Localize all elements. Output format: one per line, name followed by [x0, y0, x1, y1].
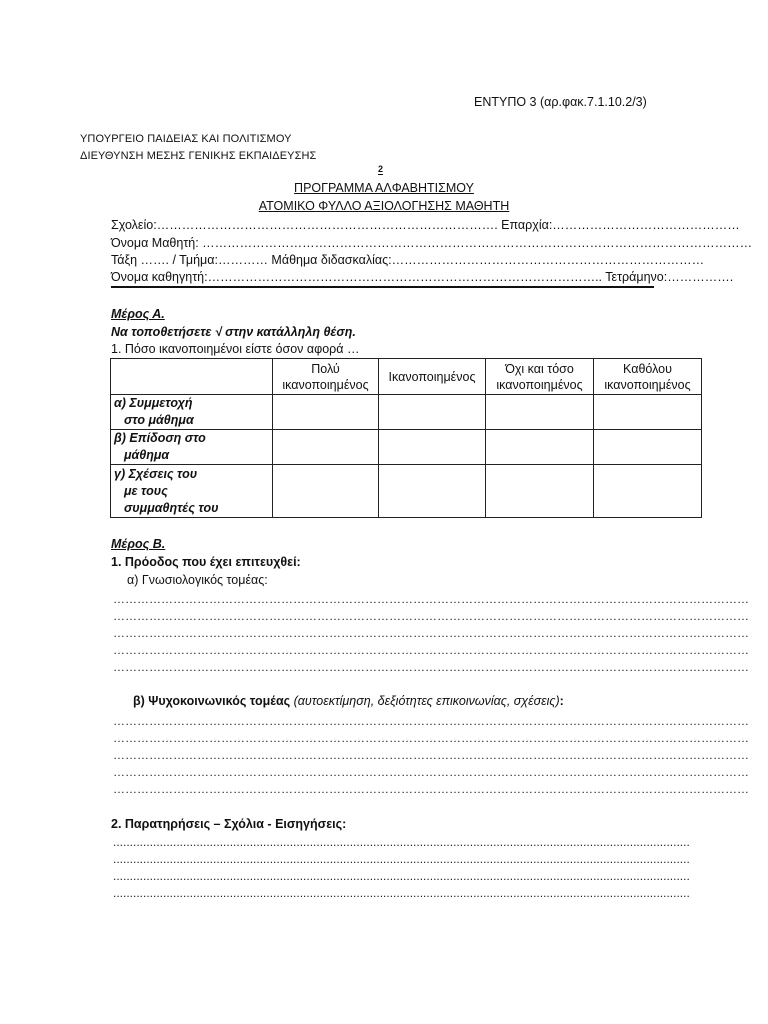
checkbox-cell[interactable] [273, 465, 379, 518]
table-header-row [111, 359, 702, 395]
checkbox-cell[interactable] [379, 430, 486, 465]
part-a-instruction: Να τοποθετήσετε √ στην κατάλληλη θέση. [111, 325, 356, 339]
checkbox-cell[interactable] [273, 430, 379, 465]
dotted-answer-line[interactable]: …………………………………………………………………………………………………………………………………………… [113, 714, 749, 728]
dotted-answer-line[interactable]: …………………………………………………………………………………………………………………………………………… [113, 626, 749, 640]
teacher-name-field: Όνομα καθηγητή:………………………………………………………………………………….. Τετράμηνο:……………. [111, 270, 734, 284]
col-not-at-all-satisfied: Καθόλου ικανοποιημένος [594, 359, 702, 395]
row-performance-label: β) Επίδοση στο μάθημα [111, 430, 273, 465]
part-a-title: Μέρος Α. [111, 307, 165, 321]
row-relations-label: γ) Σχέσεις του με τους συμμαθητές του [111, 465, 273, 518]
part-a-question: 1. Πόσο ικανοποιημένοι είστε όσον αφορά … [111, 342, 360, 356]
row-participation-label: α) Συμμετοχή στο μάθημα [111, 395, 273, 430]
progress-heading: 1. Πρόοδος που έχει επιτευχθεί: [111, 555, 301, 569]
dotted-answer-line[interactable]: ............................................................................................................................................................................. [113, 852, 690, 866]
dotted-answer-line[interactable]: ............................................................................................................................................................................. [113, 835, 690, 849]
program-title: ΠΡΟΓΡΑΜΜΑ ΑΛΦΑΒΗΤΙΣΜΟΥ [294, 181, 474, 195]
dotted-answer-line[interactable]: …………………………………………………………………………………………………………………………………………… [113, 592, 749, 606]
checkbox-cell[interactable] [594, 465, 702, 518]
dotted-answer-line[interactable]: …………………………………………………………………………………………………………………………………………… [113, 782, 749, 796]
dotted-answer-line[interactable]: ............................................................................................................................................................................. [113, 886, 690, 900]
checkbox-cell[interactable] [486, 395, 594, 430]
psychosocial-domain-label: β) Ψυχοκοινωνικός τομέας (αυτοεκτίμηση, δεξιότητες επικοινωνίας, σχέσεις): [133, 694, 564, 708]
dotted-answer-line[interactable]: …………………………………………………………………………………………………………………………………………… [113, 609, 749, 623]
col-satisfied: Ικανοποιημένος [379, 359, 486, 395]
dotted-answer-line[interactable]: …………………………………………………………………………………………………………………………………………… [113, 731, 749, 745]
part-b-title: Μέρος Β. [111, 537, 166, 551]
school-field: Σχολείο:………………………………………………………………………. Επαρχία:……………………………………… [111, 218, 740, 232]
checkbox-cell[interactable] [486, 465, 594, 518]
remarks-heading: 2. Παρατηρήσεις – Σχόλια - Εισηγήσεις: [111, 817, 347, 831]
checkbox-cell[interactable] [379, 465, 486, 518]
dotted-answer-line[interactable]: …………………………………………………………………………………………………………………………………………… [113, 748, 749, 762]
ministry-name: ΥΠΟΥΡΓΕΙΟ ΠΑΙΔΕΙΑΣ ΚΑΙ ΠΟΛΙΤΙΣΜΟΥ [80, 133, 292, 145]
class-section-field: Τάξη ……. / Τμήμα:………… Μάθημα διδασκαλίας:………………………………………………………………… [111, 253, 705, 267]
checkbox-cell[interactable] [379, 395, 486, 430]
dotted-answer-line[interactable]: …………………………………………………………………………………………………………………………………………… [113, 643, 749, 657]
col-very-satisfied: Πολύ ικανοποιημένος [273, 359, 379, 395]
table-row [111, 395, 702, 430]
checkbox-cell[interactable] [486, 430, 594, 465]
checkbox-cell[interactable] [594, 395, 702, 430]
dotted-answer-line[interactable]: …………………………………………………………………………………………………………………………………………… [113, 765, 749, 779]
checkbox-cell[interactable] [273, 395, 379, 430]
table-row [111, 465, 702, 518]
col-not-so-satisfied: Όχι και τόσο ικανοποιημένος [486, 359, 594, 395]
cognitive-domain-label: α) Γνωσιολογικός τομέας: [127, 573, 268, 587]
checkbox-cell[interactable] [594, 430, 702, 465]
header-divider [111, 286, 654, 288]
student-name-field: Όνομα Μαθητή: …………………………………………………………………………………………………………………… [111, 236, 753, 250]
directorate-name: ΔΙΕΥΘΥΝΣΗ ΜΕΣΗΣ ΓΕΝΙΚΗΣ ΕΚΠΑΙΔΕΥΣΗΣ [80, 150, 317, 162]
table-row [111, 430, 702, 465]
header-empty-cell [111, 359, 273, 395]
sheet-title: ΑΤΟΜΙΚΟ ΦΥΛΛΟ ΑΞΙΟΛΟΓΗΣΗΣ ΜΑΘΗΤΗ [258, 199, 510, 213]
dotted-answer-line[interactable]: ............................................................................................................................................................................. [113, 869, 690, 883]
form-code: ΕΝΤΥΠΟ 3 (αρ.φακ.7.1.10.2/3) [474, 95, 647, 109]
dotted-answer-line[interactable]: …………………………………………………………………………………………………………………………………………… [113, 660, 749, 674]
satisfaction-table [110, 358, 702, 518]
page-mark: 2 [378, 164, 384, 174]
